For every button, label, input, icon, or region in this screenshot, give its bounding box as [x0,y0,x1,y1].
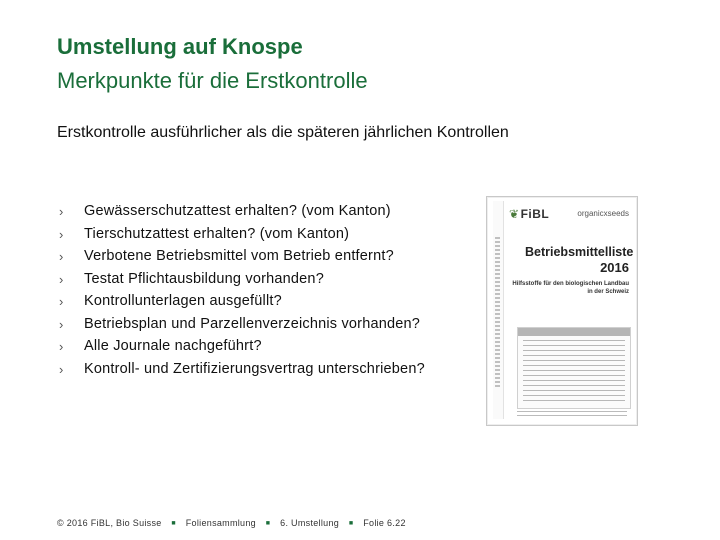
cover-info-box [517,327,631,409]
bullet-text: Testat Pflichtausbildung vorhanden? [84,270,324,287]
footer-chapter: 6. Umstellung [280,518,340,528]
bullet-item [57,245,457,268]
leaf-icon: ❦ [509,207,520,221]
organicxseeds-logo: organicxseeds [577,209,629,218]
brochure-cover-image [486,196,638,426]
bullet-marker: › [59,204,64,219]
slide-footer [57,518,406,528]
cover-title: Betriebsmittelliste [525,245,634,259]
bullet-marker: › [59,339,64,354]
bullet-text: Verbotene Betriebsmittel vom Betrieb entfernt? [84,248,394,264]
cover-footer-lines [517,411,627,419]
bullet-marker: › [59,249,64,264]
bullet-item [57,290,457,313]
cover-subtitle-line2: in der Schweiz [587,289,629,295]
bullet-item [57,223,457,246]
bullet-text: Tierschutzattest erhalten? (vom Kanton) [84,225,350,242]
bullet-text: Gewässerschutzattest erhalten? (vom Kanton) [84,203,391,219]
bullet-item [57,358,457,381]
bullet-marker: › [59,271,64,287]
bullet-text: Alle Journale nachgeführt? [84,338,262,354]
bullet-marker: › [59,226,64,242]
bullet-item [57,335,457,358]
cover-year: 2016 [600,260,629,275]
fibl-logo-text: FiBL [520,207,550,221]
cover-info-box-lines [523,340,625,402]
footer-collection: Foliensammlung [185,518,256,528]
bullet-item [57,268,457,291]
bullet-marker: › [59,316,64,332]
bullet-marker: › [59,294,64,309]
bullet-text: Kontroll- und Zertifizierungsvertrag unterschrieben? [84,360,425,377]
footer-slide-number: Folie 6.22 [363,518,406,528]
bullet-list [57,200,457,380]
bullet-item [57,313,457,336]
footer-copyright: © 2016 FiBL, Bio Suisse [57,518,162,528]
lead-text: Erstkontrolle ausführlicher als die späteren jährlichen Kontrollen [57,124,509,141]
slide-title: Umstellung auf Knospe [57,34,303,59]
slide-subtitle: Merkpunkte für die Erstkontrolle [57,68,368,93]
fibl-logo [509,207,549,221]
bullet-item [57,200,457,223]
cover-info-box-header [518,328,630,336]
bullet-text: Betriebsplan und Parzellenverzeichnis vorhanden? [84,315,421,332]
cover-subtitle-line1: Hilfsstoffe für den biologischen Landbau [512,281,629,287]
footer-separator-icon: ■ [348,520,354,527]
bullet-marker: › [59,361,64,377]
footer-separator-icon: ■ [265,520,271,527]
cover-spine-text [495,237,500,387]
bullet-text: Kontrollunterlagen ausgefüllt? [84,293,282,309]
footer-separator-icon: ■ [171,520,176,527]
